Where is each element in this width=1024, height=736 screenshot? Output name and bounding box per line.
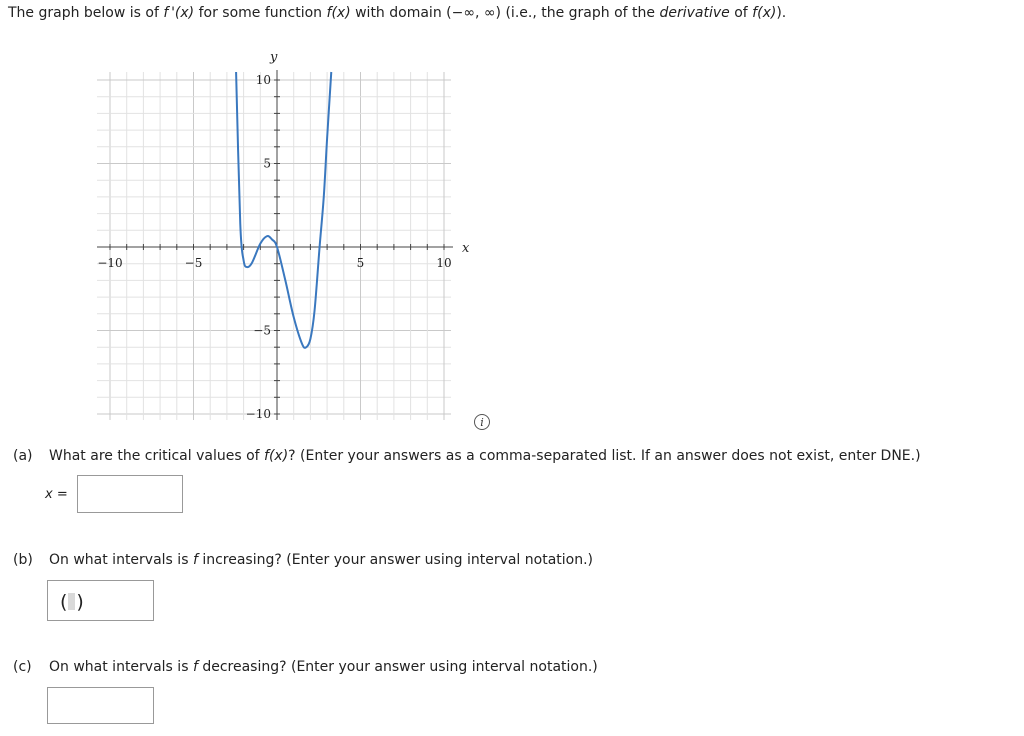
y-tick-label: −5 — [253, 323, 271, 338]
question-a: (a) What are the critical values of f(x)? (Enter your answers as a comma-separated list. If an answer does not exist, enter DNE.) — [13, 448, 921, 464]
x-tick-label: 10 — [436, 256, 452, 270]
y-tick-label: 10 — [255, 73, 271, 87]
graph-grid — [97, 72, 451, 420]
question-c-label: (c) — [13, 659, 32, 675]
interval-slot — [68, 593, 75, 610]
problem-statement: The graph below is of f '(x) for some function f(x) with domain (−∞, ∞) (i.e., the graph of the derivative of f(x)). — [8, 5, 787, 21]
open-paren: ( — [60, 591, 68, 613]
x-tick-label: −10 — [97, 256, 123, 270]
info-icon[interactable]: i — [474, 414, 490, 430]
question-c: (c) On what intervals is f decreasing? (Enter your answer using interval notation.) — [13, 659, 598, 675]
answer-a-input[interactable] — [77, 475, 183, 513]
y-tick-label: 5 — [263, 156, 271, 171]
x-tick-label: 5 — [356, 256, 365, 270]
answer-a-label: x = — [45, 487, 68, 502]
x-axis-label: x — [462, 241, 470, 256]
x-tick-label: −5 — [184, 256, 203, 270]
y-axis-label: y — [270, 50, 278, 65]
graph-axes — [97, 70, 453, 420]
answer-c-input[interactable] — [47, 687, 154, 724]
close-paren: ) — [76, 591, 84, 613]
question-b-label: (b) — [13, 552, 33, 568]
question-a-label: (a) — [13, 448, 33, 464]
derivative-graph — [0, 0, 520, 440]
question-b: (b) On what intervals is f increasing? (Enter your answer using interval notation.) — [13, 552, 594, 568]
interval-template-icon[interactable] — [60, 591, 84, 613]
y-tick-label: −10 — [245, 407, 271, 421]
